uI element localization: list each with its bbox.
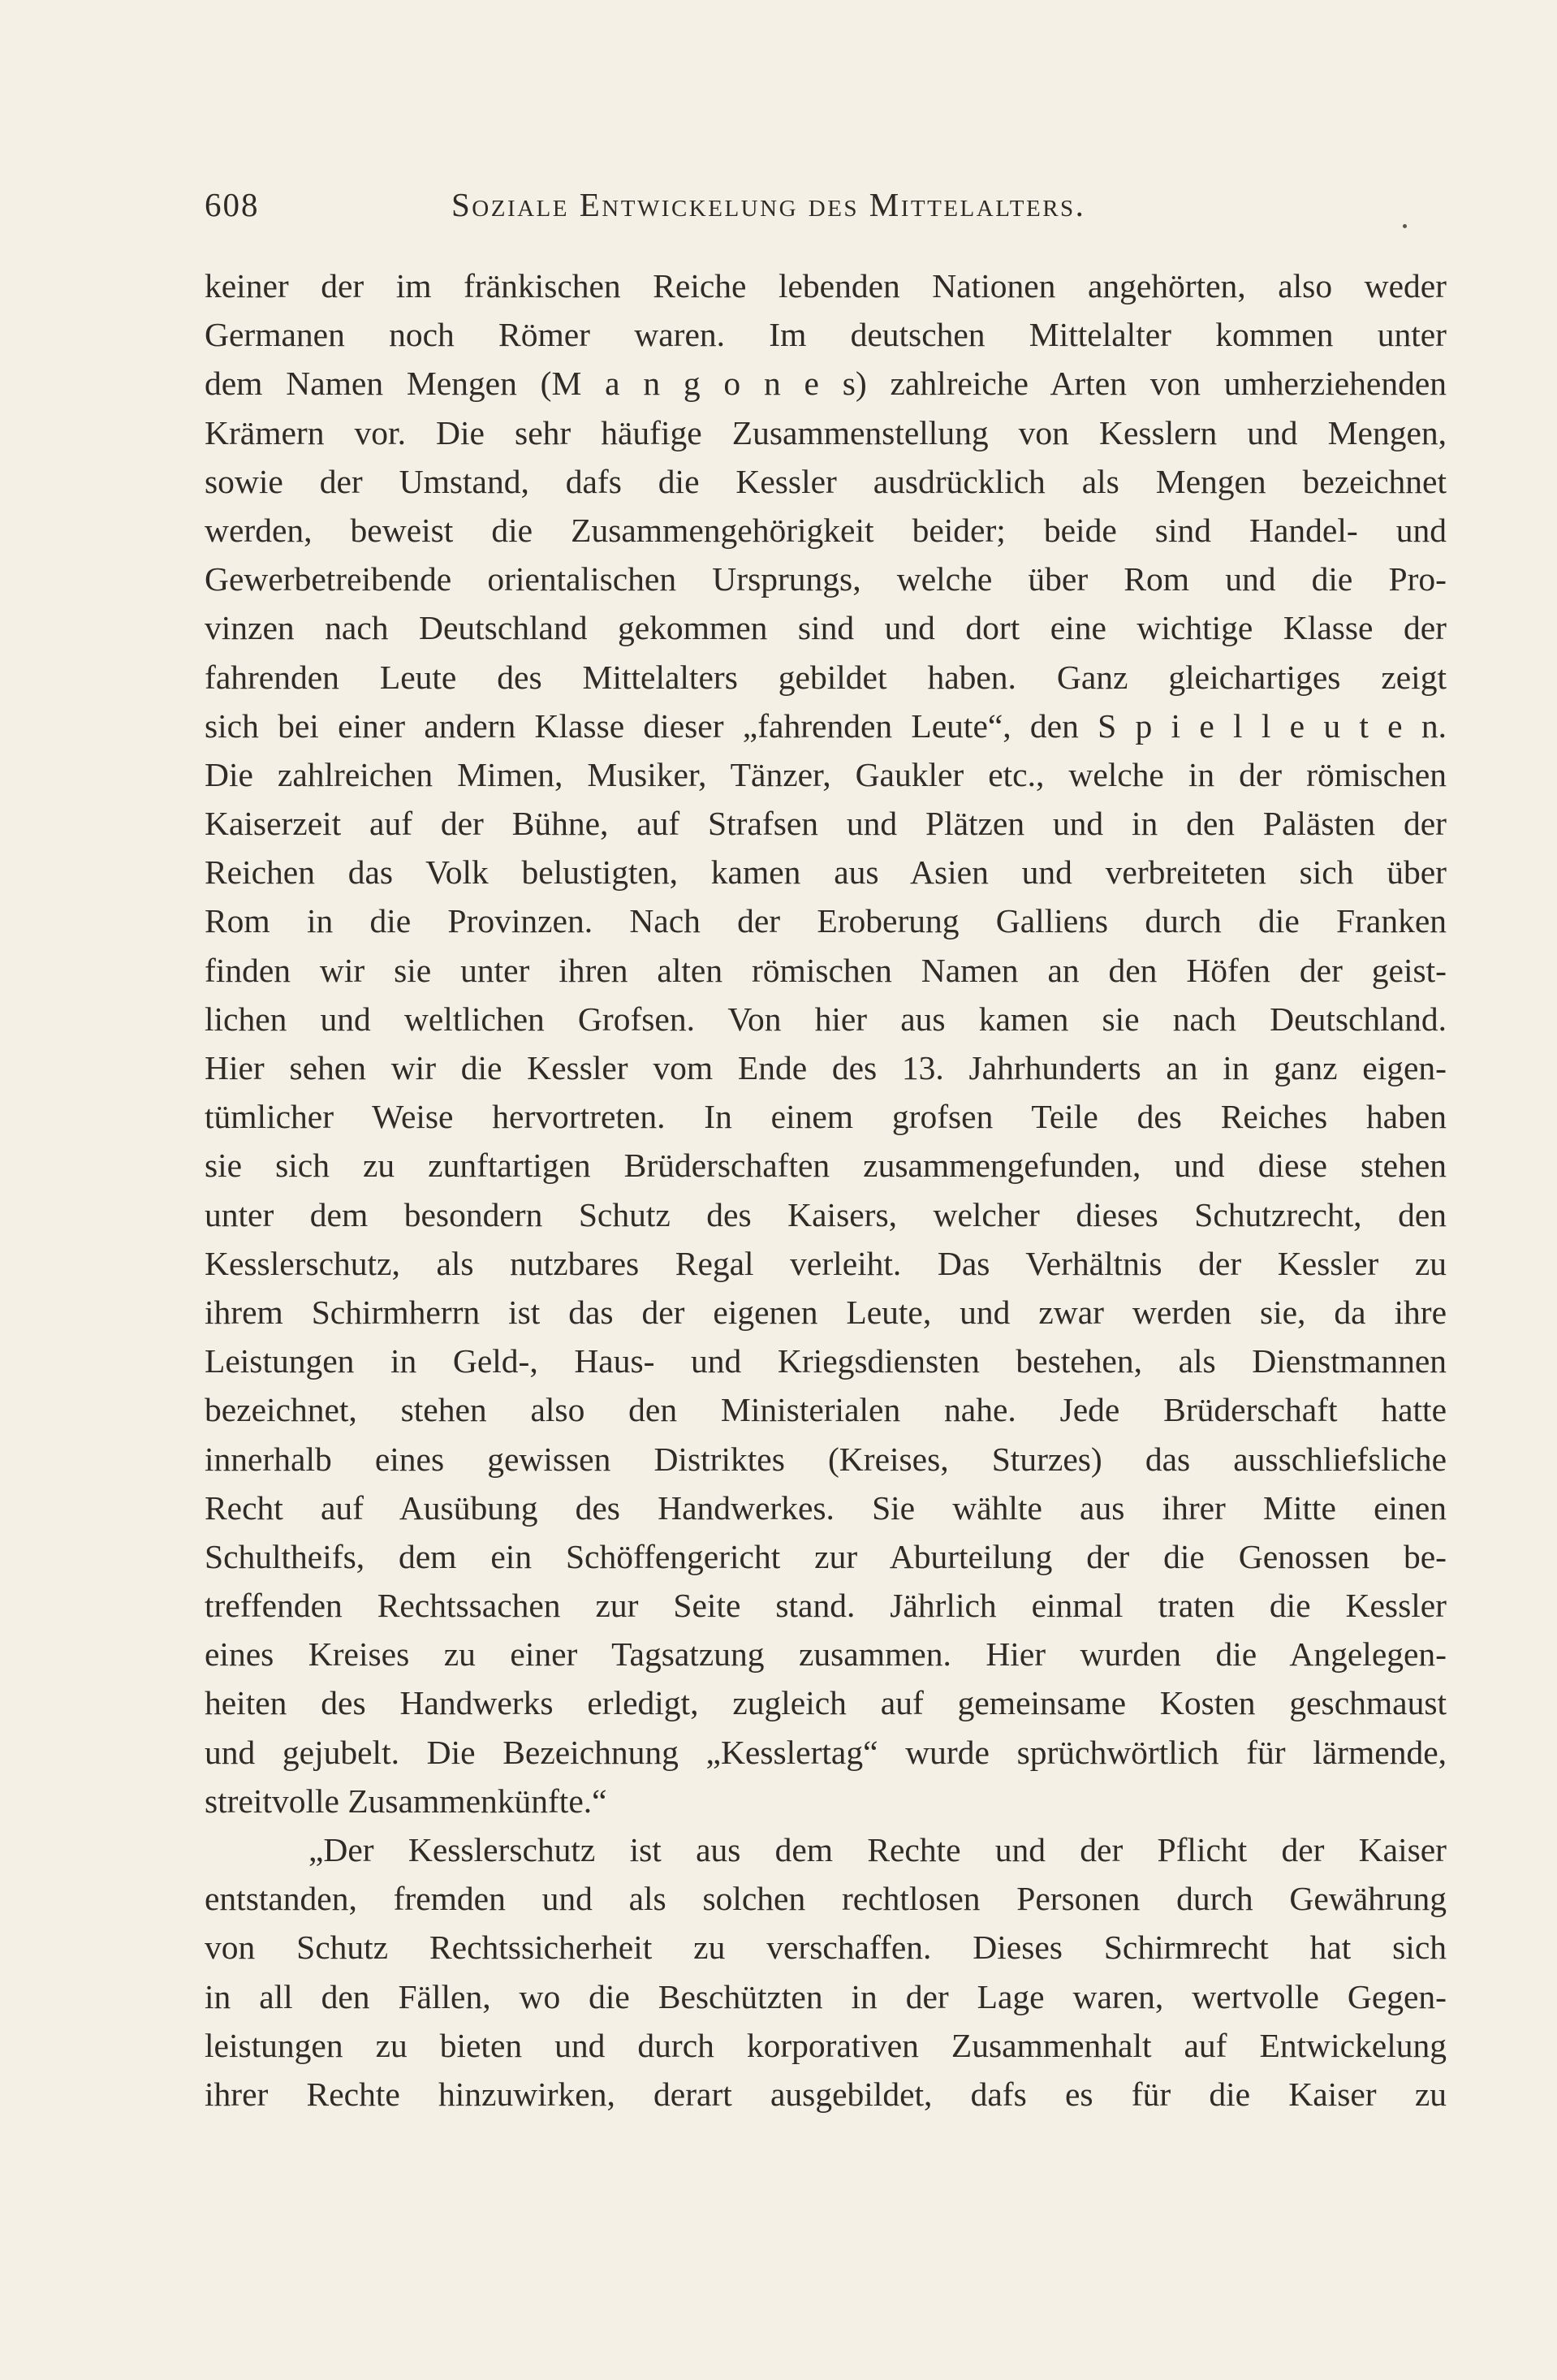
text-line: Reichen das Volk belustigten, kamen aus Asien und verbreiteten sich über: [205, 853, 1447, 892]
text-line: dem Namen Mengen (M a n g o n e s) zahlreiche Arten von umherziehenden: [205, 365, 1447, 403]
printer-mark: [1403, 224, 1407, 228]
text-line: bezeichnet, stehen also den Ministerialen nahe. Jede Brüderschaft hatte: [205, 1391, 1447, 1429]
text-line: entstanden, fremden und als solchen rechtlosen Personen durch Gewährung: [205, 1880, 1447, 1918]
text-line: Krämern vor. Die sehr häufige Zusammenstellung von Kesslern und Mengen,: [205, 413, 1447, 451]
text-line: Leistungen in Geld-, Haus- und Kriegsdiensten bestehen, als Dienstmannen: [205, 1342, 1447, 1380]
page-header: [205, 185, 1455, 234]
text-line: fahrenden Leute des Mittelalters gebildet haben. Ganz gleichartiges zeigt: [205, 658, 1447, 696]
page-number: 608: [205, 186, 260, 223]
text-line: vinzen nach Deutschland gekommen sind und dort eine wichtige Klasse der: [205, 609, 1447, 647]
text-line: ihrer Rechte hinzuwirken, derart ausgebildet, dafs es für die Kaiser zu: [205, 2075, 1447, 2113]
text-line: lichen und weltlichen Grofsen. Von hier aus kamen sie nach Deutschland.: [205, 1000, 1447, 1038]
text-line: keiner der im fränkischen Reiche lebenden Nationen angehörten, also weder: [205, 267, 1447, 305]
text-line: Rom in die Provinzen. Nach der Eroberung Galliens durch die Franken: [205, 902, 1447, 940]
text-line: unter dem besondern Schutz des Kaisers, welcher dieses Schutzrecht, den: [205, 1195, 1447, 1233]
text-line: Kaiserzeit auf der Bühne, auf Strafsen und Plätzen und in den Palästen der: [205, 805, 1447, 843]
text-line: sich bei einer andern Klasse dieser „fahrenden Leute“, den S p i e l l e u t e n.: [205, 706, 1447, 745]
text-line: „Der Kesslerschutz ist aus dem Rechte und der Pflicht der Kaiser: [308, 1831, 1447, 1868]
text-line: werden, beweist die Zusammengehörigkeit beider; beide sind Handel- und: [205, 511, 1447, 549]
text-line: und gejubelt. Die Bezeichnung „Kesslertag“ wurde sprüchwörtlich für lärmende,: [205, 1733, 1447, 1771]
text-line: sie sich zu zunftartigen Brüderschaften zusammengefunden, und diese stehen: [205, 1147, 1447, 1185]
text-line: tümlicher Weise hervortreten. In einem grofsen Teile des Reiches haben: [205, 1098, 1447, 1136]
text-line: in all den Fällen, wo die Beschützten in der Lage waren, wertvolle Gegen-: [205, 1977, 1447, 2015]
text-line: treffenden Rechtssachen zur Seite stand. Jährlich einmal traten die Kessler: [205, 1587, 1447, 1625]
text-line: Schultheifs, dem ein Schöffengericht zur Aburteilung der die Genossen be-: [205, 1537, 1447, 1575]
text-line: Recht auf Ausübung des Handwerkes. Sie wählte aus ihrer Mitte einen: [205, 1488, 1447, 1527]
running-head: Soziale Entwickelung des Mittelalters.: [451, 186, 1086, 223]
text-line: innerhalb eines gewissen Distriktes (Kreises, Sturzes) das ausschliefsliche: [205, 1440, 1447, 1478]
text-line: Germanen noch Römer waren. Im deutschen Mittelalter kommen unter: [205, 316, 1447, 354]
body-text: [205, 261, 1447, 2119]
text-line: Hier sehen wir die Kessler vom Ende des 13. Jahrhunderts an in ganz eigen-: [205, 1049, 1447, 1086]
text-line: heiten des Handwerks erledigt, zugleich auf gemeinsame Kosten geschmaust: [205, 1684, 1447, 1722]
text-line: ihrem Schirmherrn ist das der eigenen Leute, und zwar werden sie, da ihre: [205, 1293, 1447, 1331]
paragraph: [205, 1825, 1447, 2119]
text-line: von Schutz Rechtssicherheit zu verschaffen. Dieses Schirmrecht hat sich: [205, 1929, 1447, 1967]
text-line: eines Kreises zu einer Tagsatzung zusammen. Hier wurden die Angelegen-: [205, 1635, 1447, 1674]
text-line: sowie der Umstand, dafs die Kessler ausdrücklich als Mengen bezeichnet: [205, 462, 1447, 500]
paragraph: [205, 261, 1447, 1825]
text-line: Kesslerschutz, als nutzbares Regal verleiht. Das Verhältnis der Kessler zu: [205, 1244, 1447, 1282]
text-line: streitvolle Zusammenkünfte.“: [205, 1782, 607, 1820]
text-line: Die zahlreichen Mimen, Musiker, Tänzer, Gaukler etc., welche in der römischen: [205, 755, 1447, 793]
text-line: leistungen zu bieten und durch korporativen Zusammenhalt auf Entwickelung: [205, 2026, 1447, 2064]
text-line: finden wir sie unter ihren alten römischen Namen an den Höfen der geist-: [205, 951, 1447, 989]
text-line: Gewerbetreibende orientalischen Ursprungs, welche über Rom und die Pro-: [205, 560, 1447, 598]
